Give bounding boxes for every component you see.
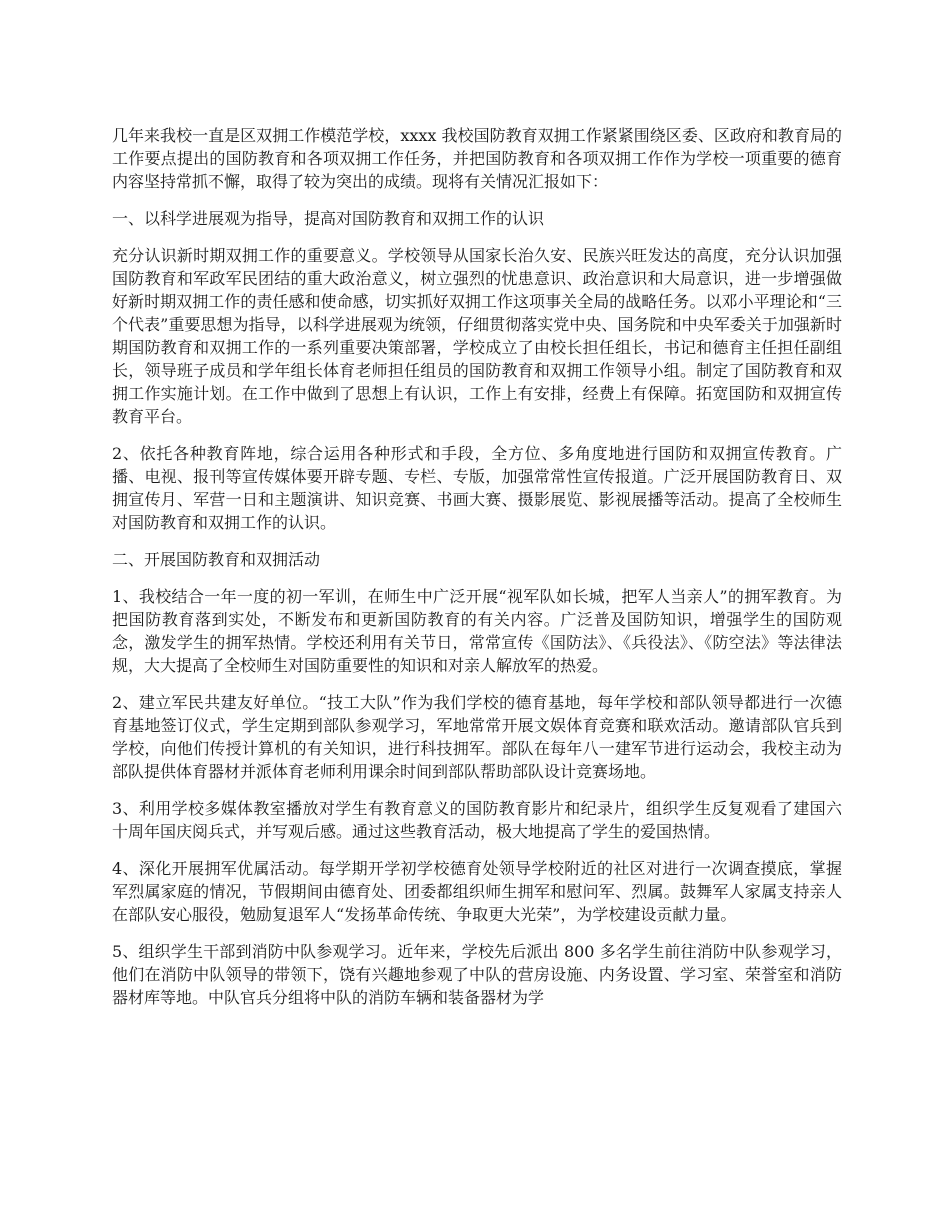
section-2-paragraph-2: 2、建立军民共建友好单位。“技工大队”作为我们学校的德育基地，每年学校和部队领导都进行一次德育基地签订仪式，学生定期到部队参观学习，军地常常开展文娱体育竞赛和联欢活动。邀请部队官兵到学校，向他们传授计算机的有关知识，进行科技拥军。部队在每年八一建军节进行运动会，我校主动为部队提供体育器材并派体育老师利用课余时间到部队帮助部队设计竞赛场地。: [112, 693, 842, 781]
section-2-paragraph-4: 4、深化开展拥军优属活动。每学期开学初学校德育处领导学校附近的社区对进行一次调查摸底，掌握军烈属家庭的情况，节假期间由德育处、团委都组织师生拥军和慰问军、烈属。鼓舞军人家属支持亲人在部队安心服役，勉励复退军人“发扬革命传统、争取更大光荣”，为学校建设贡献力量。: [112, 859, 842, 924]
section-heading-2: 二、开展国防教育和双拥活动: [112, 550, 321, 569]
section-1-paragraph-2: 2、依托各种教育阵地，综合运用各种形式和手段，全方位、多角度地进行国防和双拥宣传教育。广播、电视、报刊等宣传媒体要开辟专题、专栏、专版，加强常常性宣传报道。广泛开展国防教育日、双拥宣传月、军营一日和主题演讲、知识竞赛、书画大赛、摄影展览、影视展播等活动。提高了全校师生对国防教育和双拥工作的认识。: [112, 444, 842, 532]
section-2-paragraph-3: 3、利用学校多媒体教室播放对学生有教育意义的国防教育影片和纪录片，组织学生反复观看了建国六十周年国庆阅兵式，并写观后感。通过这些教育活动，极大地提高了学生的爱国热情。: [112, 799, 842, 841]
section-2-paragraph-5: 5、组织学生干部到消防中队参观学习。近年来，学校先后派出 800 多名学生前往消防中队参观学习，他们在消防中队领导的带领下，饶有兴趣地参观了中队的营房设施、内务设置、学习室、荣誉室和消防器材库等地。中队官兵分组将中队的消防车辆和装备器材为学: [112, 942, 842, 1007]
section-heading-1: 一、以科学进展观为指导，提高对国防教育和双拥工作的认识: [112, 209, 545, 228]
intro-paragraph: 几年来我校一直是区双拥工作模范学校，xxxx 我校国防教育双拥工作紧紧围绕区委、区政府和教育局的工作要点提出的国防教育和各项双拥工作任务，并把国防教育和各项双拥工作作为学校一项重要的德育内容坚持常抓不懈，取得了较为突出的成绩。现将有关情况汇报如下：: [112, 126, 842, 191]
document-body: [112, 124, 842, 1023]
section-2-paragraph-1: 1、我校结合一年一度的初一军训，在师生中广泛开展“视军队如长城，把军人当亲人”的拥军教育。为把国防教育落到实处，不断发布和更新国防教育的有关内容。广泛普及国防知识，增强学生的国防观念，激发学生的拥军热情。学校还利用有关节日，常常宣传《国防法》、《兵役法》、《防空法》等法律法规，大大提高了全校师生对国防重要性的知识和对亲人解放军的热爱。: [112, 587, 842, 675]
section-1-paragraph-1: 充分认识新时期双拥工作的重要意义。学校领导从国家长治久安、民族兴旺发达的高度，充分认识加强国防教育和军政军民团结的重大政治意义，树立强烈的忧患意识、政治意识和大局意识，进一步增强做好新时期双拥工作的责任感和使命感，切实抓好双拥工作这项事关全局的战略任务。以邓小平理论和“三个代表”重要思想为指导，以科学进展观为统领，仔细贯彻落实党中央、国务院和中央军委关于加强新时期国防教育和双拥工作的一系列重要决策部署，学校成立了由校长担任组长，书记和德育主任担任副组长，领导班子成员和学年组长体育老师担任组员的国防教育和双拥工作领导小组。制定了国防教育和双拥工作实施计划。在工作中做到了思想上有认识，工作上有安排，经费上有保障。拓宽国防和双拥宣传教育平台。: [112, 246, 842, 426]
